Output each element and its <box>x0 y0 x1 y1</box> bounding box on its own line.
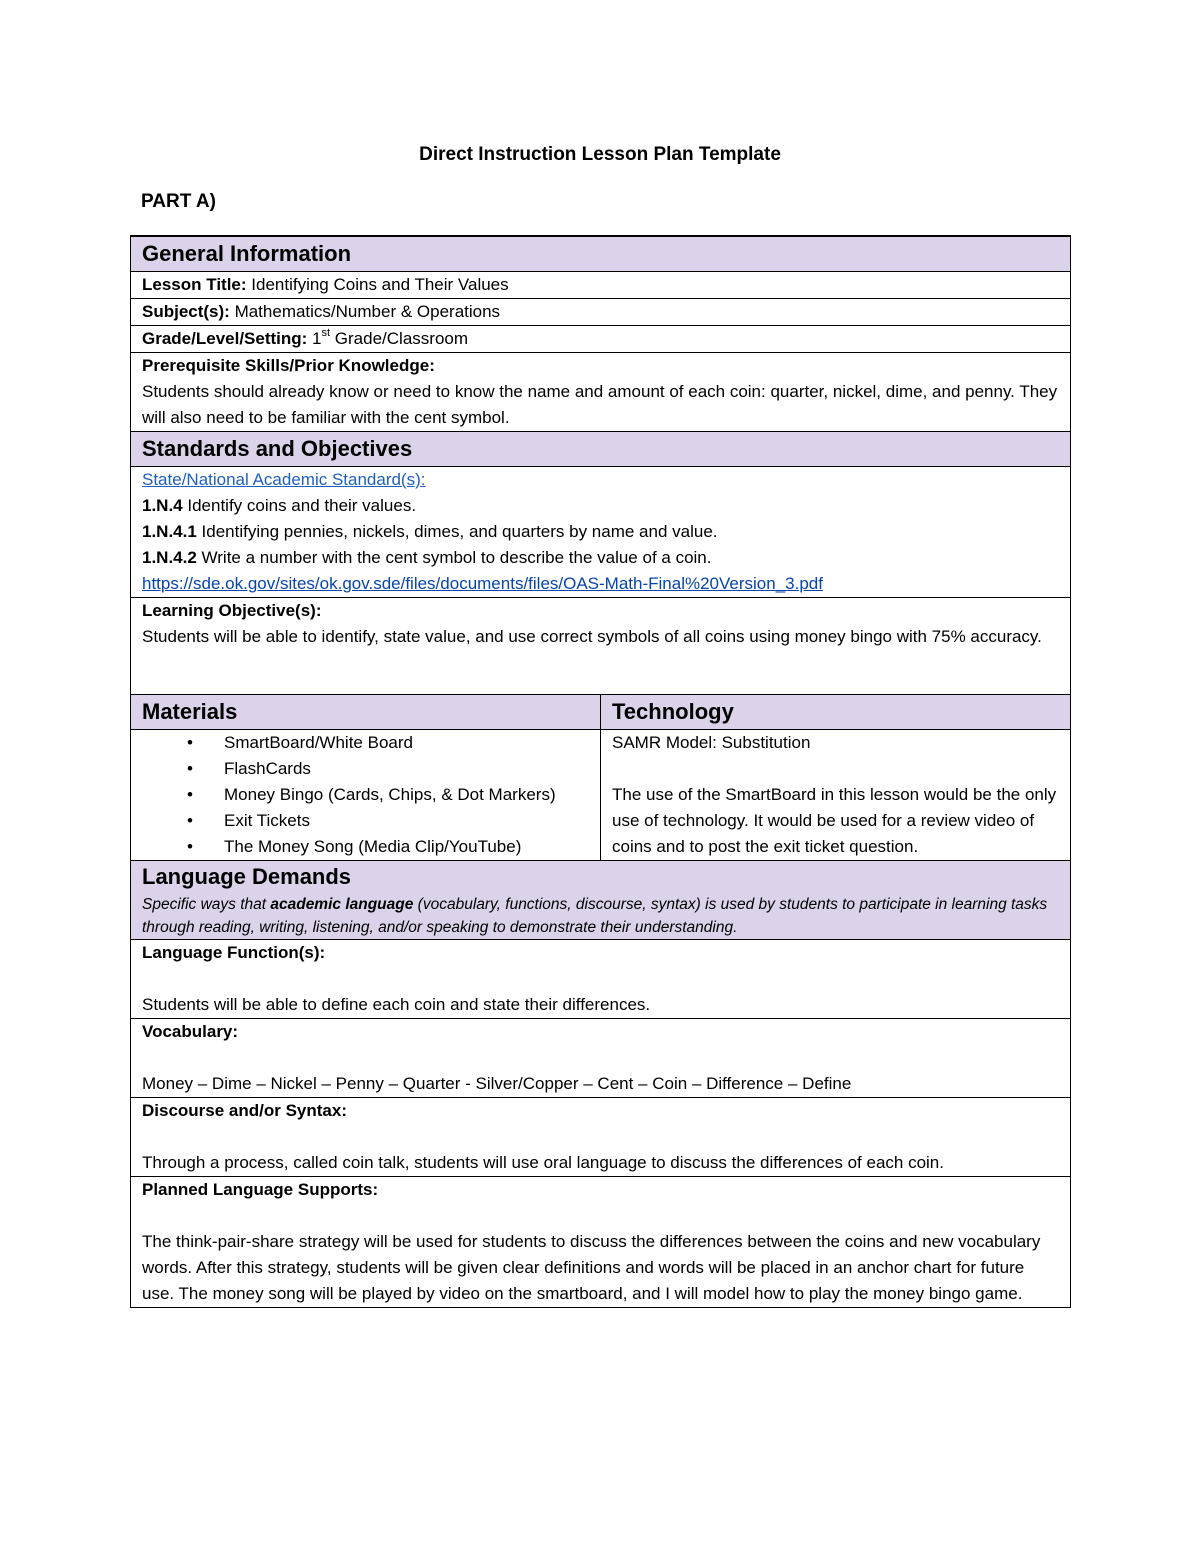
discourse-label: Discourse and/or Syntax: <box>142 1101 348 1120</box>
standards-objectives-header: Standards and Objectives <box>131 432 1071 467</box>
grade-label: Grade/Level/Setting: <box>142 329 308 348</box>
language-demands-header <box>131 861 1071 940</box>
subtitle-part-2: (vocabulary, functions, discourse, syntax) is used by students to participate in learning tasks through reading, writing, listening, and/or speaking to demonstrate their understanding. <box>142 896 1048 936</box>
discourse-text: Through a process, called coin talk, students will use oral language to discuss the differences of each coin. <box>142 1153 944 1172</box>
materials-item: • Money Bingo (Cards, Chips, & Dot Markers) <box>224 782 589 808</box>
language-demands-subtitle <box>142 893 1059 939</box>
standard-code-3: 1.N.4.2 <box>142 548 197 567</box>
grade-setting: Grade/Classroom <box>330 329 469 348</box>
general-information-header: General Information <box>131 236 1071 272</box>
standard-text-1: Identify coins and their values. <box>182 496 417 515</box>
language-function-label: Language Function(s): <box>142 943 326 962</box>
discourse-row <box>131 1098 1071 1177</box>
language-supports-label: Planned Language Supports: <box>142 1180 379 1199</box>
subtitle-bold: academic language <box>270 896 414 913</box>
grade-row <box>131 326 1071 353</box>
prerequisite-text: Students should already know or need to know the name and amount of each coin: quarter, nickel, dime, and penny. They will also need to be familiar with the cent symbol. <box>142 382 1058 427</box>
vocabulary-row <box>131 1019 1071 1098</box>
lesson-title-value: Identifying Coins and Their Values <box>246 275 509 294</box>
language-supports-text: The think-pair-share strategy will be used for students to discuss the differences between the coins and new vocabulary words. After this strategy, students will be given clear definitions and words will be placed in an anchor chart for future use. The money song will be played by video on the smartboard, and I will model how to play the money bingo game. <box>142 1232 1041 1303</box>
document-title: Direct Instruction Lesson Plan Template <box>419 144 781 165</box>
materials-item: • SmartBoard/White Board <box>224 730 589 756</box>
lesson-plan-table <box>130 235 1071 1308</box>
language-function-row <box>131 940 1071 1019</box>
grade-superscript: st <box>321 327 331 339</box>
materials-item: • Exit Tickets <box>224 808 589 834</box>
materials-list <box>142 730 589 860</box>
subjects-value: Mathematics/Number & Operations <box>229 302 501 321</box>
standard-code-1: 1.N.4 <box>142 496 183 515</box>
lesson-title-label: Lesson Title: <box>142 275 247 294</box>
language-supports-row <box>131 1177 1071 1308</box>
standard-text-3: Write a number with the cent symbol to describe the value of a coin. <box>196 548 712 567</box>
prerequisite-row <box>131 353 1071 432</box>
learning-objective-row <box>131 598 1071 695</box>
language-function-text: Students will be able to define each coin and state their differences. <box>142 995 651 1014</box>
lesson-title-row <box>131 272 1071 299</box>
learning-objective-text: Students will be able to identify, state value, and use correct symbols of all coins using money bingo with 75% accuracy. <box>142 627 1042 646</box>
standards-url-link[interactable]: https://sde.ok.gov/sites/ok.gov.sde/files/documents/files/OAS-Math-Final%20Version_3.pdf <box>142 574 823 593</box>
prerequisite-label: Prerequisite Skills/Prior Knowledge: <box>142 356 435 375</box>
technology-header: Technology <box>601 695 1071 730</box>
standards-row <box>131 467 1071 598</box>
vocabulary-label: Vocabulary: <box>142 1022 239 1041</box>
vocabulary-text: Money – Dime – Nickel – Penny – Quarter - Silver/Copper – Cent – Coin – Difference – Define <box>142 1074 852 1093</box>
standard-code-2: 1.N.4.1 <box>142 522 197 541</box>
language-demands-title: Language Demands <box>142 864 352 889</box>
subtitle-part-1: Specific ways that <box>142 896 271 913</box>
subjects-row <box>131 299 1071 326</box>
standard-text-2: Identifying pennies, nickels, dimes, and quarters by name and value. <box>196 522 718 541</box>
materials-item: • The Money Song (Media Clip/YouTube) <box>224 834 589 860</box>
grade-number: 1 <box>307 329 322 348</box>
materials-cell <box>131 730 601 861</box>
part-label: PART A) <box>141 191 216 212</box>
samr-model: SAMR Model: Substitution <box>612 733 811 752</box>
technology-cell <box>601 730 1071 861</box>
subjects-label: Subject(s): <box>142 302 230 321</box>
materials-item: • FlashCards <box>224 756 589 782</box>
standards-link[interactable]: State/National Academic Standard(s): <box>142 470 426 489</box>
materials-header: Materials <box>131 695 601 730</box>
technology-text: The use of the SmartBoard in this lesson would be the only use of technology. It would be used for a review video of coins and to post the exit ticket question. <box>612 785 1057 856</box>
learning-objective-label: Learning Objective(s): <box>142 601 322 620</box>
